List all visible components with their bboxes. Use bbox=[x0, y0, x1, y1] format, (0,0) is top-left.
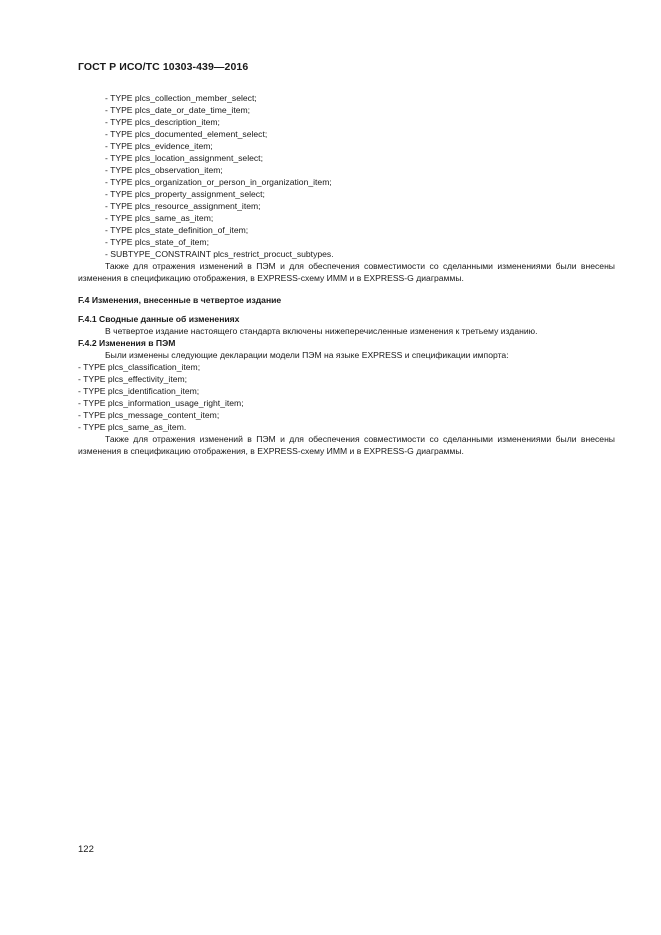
list-item: - TYPE plcs_information_usage_right_item; bbox=[78, 398, 244, 408]
subsection-heading-f42: F.4.2 Изменения в ПЭМ bbox=[78, 338, 176, 348]
list-item: - TYPE plcs_collection_member_select; bbox=[105, 93, 257, 103]
list-item: - TYPE plcs_documented_element_select; bbox=[105, 129, 268, 139]
list-item: - TYPE plcs_same_as_item; bbox=[105, 213, 214, 223]
subsection-heading-f41: F.4.1 Сводные данные об изменениях bbox=[78, 314, 240, 324]
list-item: - SUBTYPE_CONSTRAINT plcs_restrict_procuct_subtypes. bbox=[105, 249, 334, 259]
paragraph-f41: В четвертое издание настоящего стандарта включены нижеперечисленные изменения к третьему изданию. bbox=[105, 326, 538, 336]
list-item: - TYPE plcs_identification_item; bbox=[78, 386, 200, 396]
document-header: ГОСТ Р ИСО/ТС 10303-439—2016 bbox=[78, 61, 249, 73]
paragraph-also-changes-a: Также для отражения изменений в ПЭМ и для обеспечения совместимости со сделанными изменениями были внесены изменения в спецификацию отображения, в EXPRESS-схему ИММ и в EXPRESS-G диаграммы. bbox=[78, 261, 615, 283]
list-item: - TYPE plcs_evidence_item; bbox=[105, 141, 213, 151]
list-item: - TYPE plcs_effectivity_item; bbox=[78, 374, 188, 384]
list-item: - TYPE plcs_state_of_item; bbox=[105, 237, 209, 247]
list-item: - TYPE plcs_classification_item; bbox=[78, 362, 201, 372]
list-item: - TYPE plcs_same_as_item. bbox=[78, 422, 187, 432]
section-heading-f4: F.4 Изменения, внесенные в четвертое издание bbox=[78, 295, 282, 305]
type-list-a bbox=[78, 92, 615, 260]
list-item: - TYPE plcs_description_item; bbox=[105, 117, 220, 127]
list-item: - TYPE plcs_resource_assignment_item; bbox=[105, 201, 261, 211]
page-number: 122 bbox=[78, 844, 94, 855]
document-body bbox=[78, 92, 615, 457]
list-item: - TYPE plcs_observation_item; bbox=[105, 165, 223, 175]
list-item: - TYPE plcs_organization_or_person_in_organization_item; bbox=[105, 177, 332, 187]
list-item: - TYPE plcs_message_content_item; bbox=[78, 410, 220, 420]
list-item: - TYPE plcs_date_or_date_time_item; bbox=[105, 105, 251, 115]
list-item: - TYPE plcs_property_assignment_select; bbox=[105, 189, 265, 199]
list-item: - TYPE plcs_location_assignment_select; bbox=[105, 153, 263, 163]
list-item: - TYPE plcs_state_definition_of_item; bbox=[105, 225, 249, 235]
paragraph-f42: Были изменены следующие декларации модели ПЭМ на языке EXPRESS и спецификации импорта: bbox=[105, 350, 509, 360]
paragraph-also-changes-b: Также для отражения изменений в ПЭМ и для обеспечения совместимости со сделанными изменениями были внесены изменения в спецификацию отображения, в EXPRESS-схему ИММ и в EXPRESS-G диаграммы. bbox=[78, 434, 615, 456]
type-list-b bbox=[78, 361, 615, 433]
